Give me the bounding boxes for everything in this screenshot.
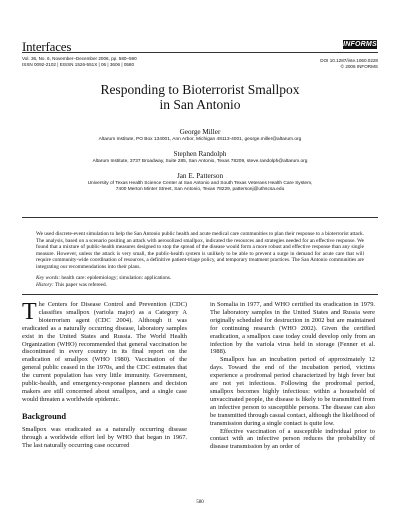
author-name: Stephen Randolph [173,150,227,158]
abstract-rule-bottom [22,294,378,295]
section-heading-background: Background [22,411,67,421]
author-affiliation: University of Texas Health Science Center at San Antonio and South Texas Veterans Health Care System, [87,181,313,186]
history-text: This paper was refereed. [54,282,107,288]
page-number: 580 [196,500,204,505]
title-line-1: Responding to Bioterrorist Smallpox [100,82,300,97]
author-affiliation: 7400 Merton Minter Street, San Antonio, Texas 78229, pattersonj@uthscsa.edu [115,187,285,192]
volume-line: Vol. 36, No. 6, November–December 2006, pp. 580–590 [22,56,137,61]
paper-title [40,82,360,112]
abstract-rule-top [22,217,378,218]
keywords [36,275,364,282]
journal-meta-right [320,58,378,70]
author-affiliation: Altarum Institute, 3737 Broadway, Suite 285, San Antonio, Texas 78209, steve.randolph@altarum.org [92,159,308,164]
body-paragraph: Smallpox has an incubation period of approximately 12 days. Toward the end of the incubation period, victims experience a prodromal period characterized by high fever but are not yet infectious. Following the prodromal period, smallpox becomes highly infectious: within a household of unvaccinated people, the disease is likely to be transmitted from an infective person to susceptible persons. The disease can also be transmitted through casual contact, although the likelihood of transmission during a single contact is quite low. [210,356,375,427]
journal-name: Interfaces [22,39,72,54]
abstract: We used discrete-event simulation to help the San Antonio public health and acute medical care communities to plan their response to a bioterrorist attack. The analysis, based on a scenario positing an attack with aerosolized smallpox, indicated the resources and strategies needed for an effective response. We found that a mixture of public-health measures designed to stop the spread of the disease would form a more robust and effective response than any single measure. However, unless the attack is very small, the public-health system is unlikely to be able to prevent a surge in demand for acute care that will require community-wide coordination of resources, a definitive patient-triage policy, and temporary treatment practices. The San Antonio communities are integrating our recommendations into their plans. [36,231,364,270]
right-column [210,301,375,451]
header-rule [22,52,378,53]
history-label: History: [36,282,54,288]
body-paragraph: Effective vaccination of a susceptible individual prior to contact with an infective person reduces the probability of disease transmission by an order of [210,427,375,451]
left-column [22,301,187,449]
intro-paragraph: The Centers for Disease Control and Prevention (CDC) classifies smallpox (variola major) as a Category A bioterrorism agent (CDC 2004). Although it was eradicated as a naturally occurring disease, laboratory samples exist in the United States and Russia. The World Health Organization (WHO) recommended that general vaccination be discontinued in every country in its final report on the eradication of smallpox (WHO 1980). Vaccination of the general public ceased in the 1970s, and the CDC estimates that the current population has very little immunity. Government, public-health, and emergency-response planners and decision makers are still concerned about smallpox, and a single case would threaten a worldwide epidemic. [22,299,187,403]
informs-logo: INFORMS [343,41,377,48]
body-paragraph: in Somalia in 1977, and WHO certified its eradication in 1979. The laboratory samples in the United States and Russia were originally scheduled for destruction in 2002 but are maintained for continuing research (WHO 2002). Given the certified eradication, a smallpox case today could develop only from an infection by the variola virus held in storage (Fenner et al. 1988). [210,301,375,356]
background-paragraph: Smallpox was eradicated as a naturally occurring disease through a worldwide effort led by WHO that began in 1967. The last naturally occurring case occurred [22,425,187,449]
title-line-2: in San Antonio [159,97,241,112]
history [36,282,364,289]
keywords-text: health care: epidemiology; simulation: applications. [61,275,172,281]
journal-meta-left [22,56,137,68]
author-name: Jan E. Patterson [176,172,224,180]
copyright-line: © 2006 INFORMS [340,64,378,69]
keywords-label: Key words: [36,275,61,281]
author-name: George Miller [179,128,221,136]
drop-cap: T [22,299,37,325]
author-affiliation: Altarum Institute, PO Box 134001, Ann Arbor, Michigan 48113-4001, george.miller@altarum.org [98,137,302,142]
doi-line: DOI 10.1287/inte.1060.0228 [320,58,378,63]
issn-line: ISSN 0092-2102 | EISSN 1526-551X | 06 | 3606 | 0580 [22,62,135,67]
